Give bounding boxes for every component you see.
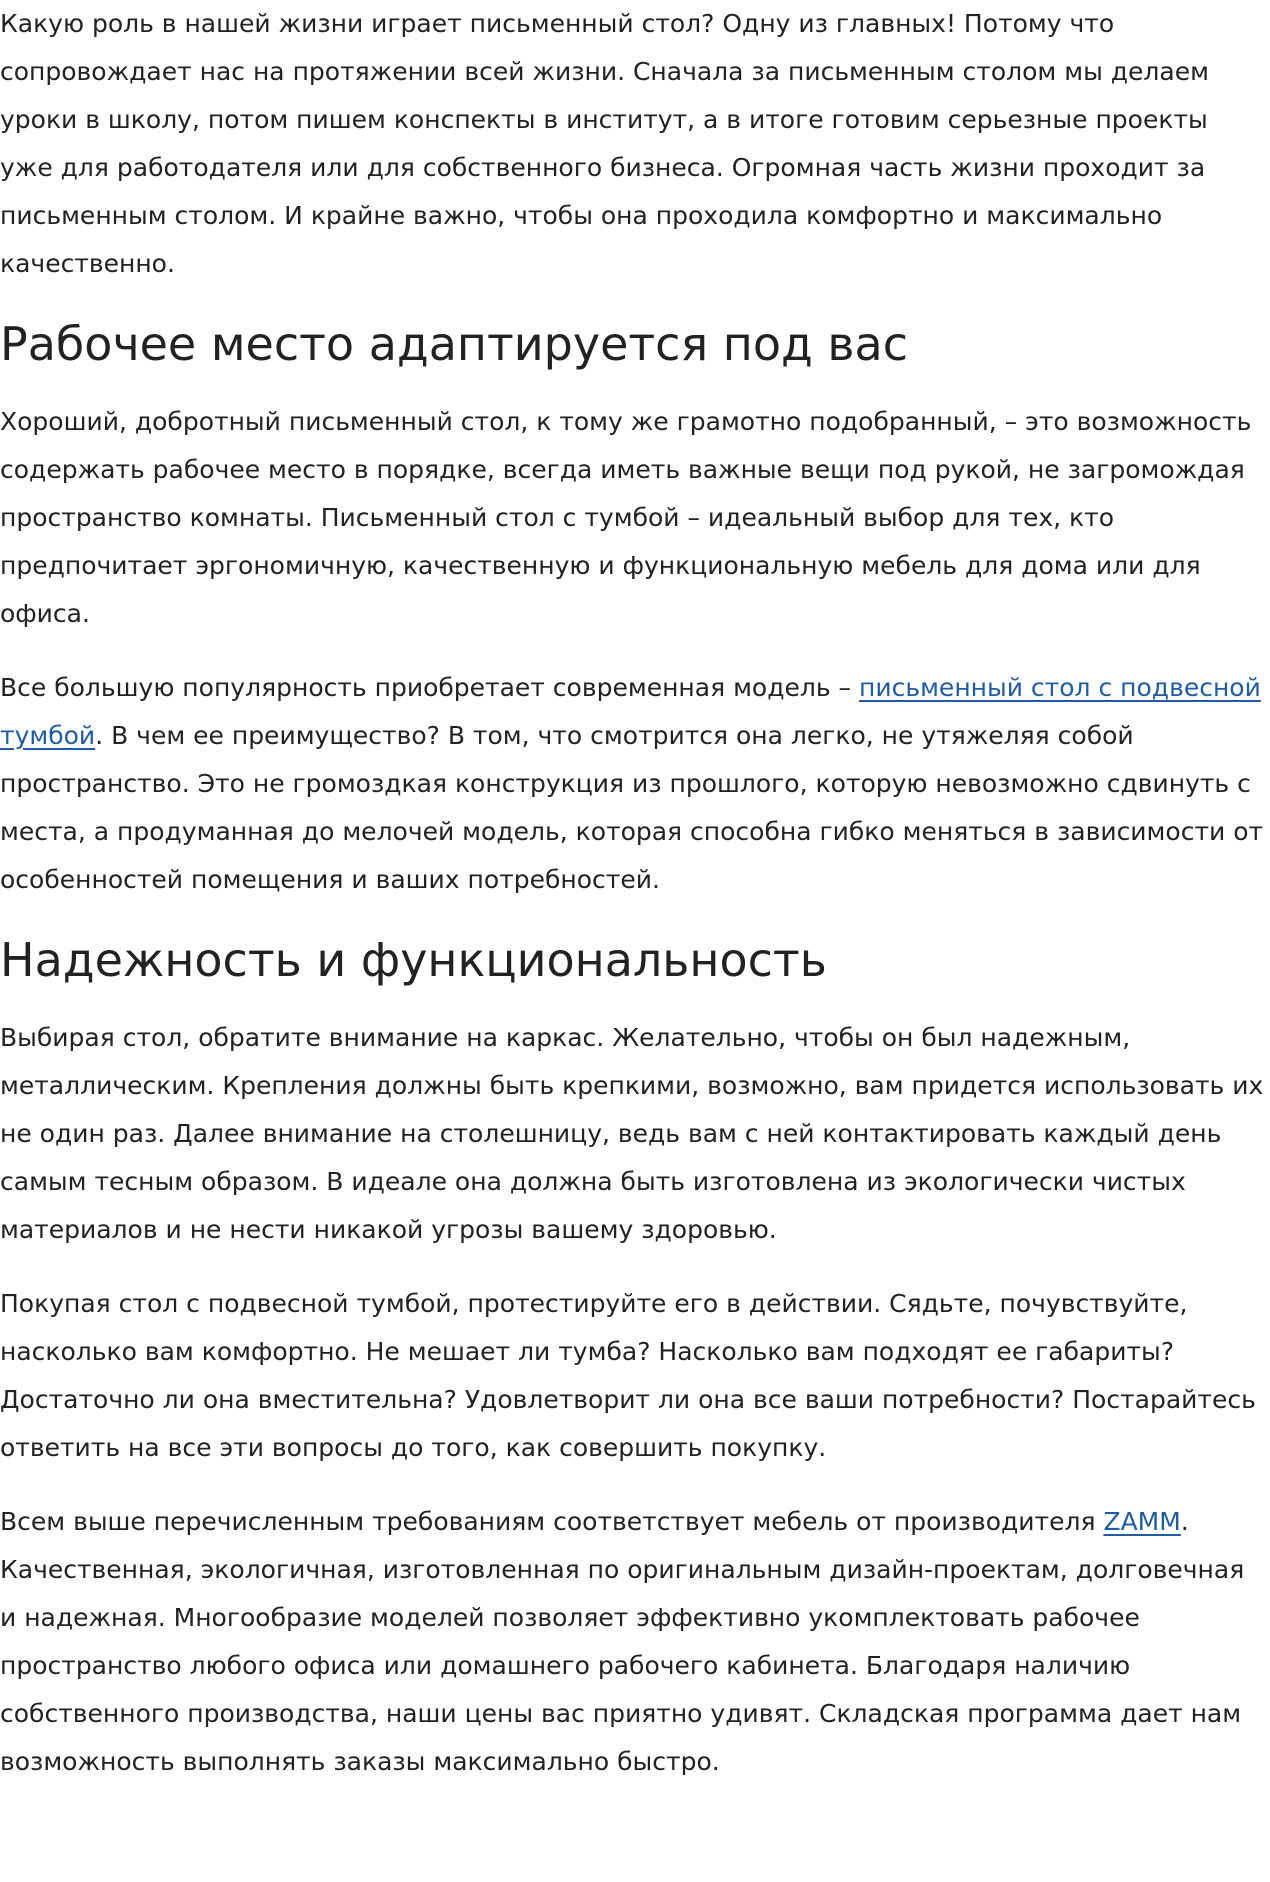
paragraph-text: Все большую популярность приобретает современная модель – — [0, 673, 859, 702]
paragraph-text: . Качественная, экологичная, изготовленная по оригинальным дизайн-проектам, долговечная и надежная. Многообразие моделей позволяет эффективно укомплектовать рабочее пространство любого офиса или домашнего рабочего кабинета. Благодаря наличию собственного производства, наши цены вас приятно удивят. Складская программа дает нам возможность выполнять заказы максимально быстро. — [0, 1507, 1245, 1776]
reliability-paragraph-3 — [0, 1498, 1267, 1786]
workplace-paragraph-1: Хороший, добротный письменный стол, к тому же грамотно подобранный, – это возможность содержать рабочее место в порядке, всегда иметь важные вещи под рукой, не загромождая пространство комнаты. Письменный стол с тумбой – идеальный выбор для тех, кто предпочитает эргономичную, качественную и функциональную мебель для дома или для офиса. — [0, 407, 1252, 628]
hanging-pedestal-desk-link[interactable]: письменный стол с подвесной тумбой — [0, 673, 1261, 750]
section-heading-workplace: Рабочее место адаптируется под вас — [0, 317, 908, 371]
section-heading-reliability: Надежность и функциональность — [0, 933, 827, 987]
paragraph-text: . В чем ее преимущество? В том, что смотрится она легко, не утяжеляя собой пространство. Это не громоздкая конструкция из прошлого, которую невозможно сдвинуть с места, а продуманная до мелочей модель, которая способна гибко меняться в зависимости от особенностей помещения и ваших потребностей. — [0, 721, 1264, 894]
reliability-paragraph-1: Выбирая стол, обратите внимание на каркас. Желательно, чтобы он был надежным, металлическим. Крепления должны быть крепкими, возможно, вам придется использовать их не один раз. Далее внимание на столешницу, ведь вам с ней контактировать каждый день самым тесным образом. В идеале она должна быть изготовлена из экологически чистых материалов и не нести никакой угрозы вашему здоровью. — [0, 1023, 1264, 1244]
zamm-link[interactable]: ZAMM — [1103, 1507, 1181, 1536]
paragraph-text: Всем выше перечисленным требованиям соответствует мебель от производителя — [0, 1507, 1104, 1536]
reliability-paragraph-2: Покупая стол с подвесной тумбой, протестируйте его в действии. Сядьте, почувствуйте, насколько вам комфортно. Не мешает ли тумба? Насколько вам подходят ее габариты? Достаточно ли она вместительна? Удовлетворит ли она все ваши потребности? Постарайтесь ответить на все эти вопросы до того, как совершить покупку. — [0, 1289, 1256, 1462]
intro-paragraph: Какую роль в нашей жизни играет письменный стол? Одну из главных! Потому что сопровождает нас на протяжении всей жизни. Сначала за письменным столом мы делаем уроки в школу, потом пишем конспекты в институт, а в итоге готовим серьезные проекты уже для работодателя или для собственного бизнеса. Огромная часть жизни проходит за письменным столом. И крайне важно, чтобы она проходила комфортно и максимально качественно. — [0, 9, 1209, 278]
workplace-paragraph-2 — [0, 664, 1267, 904]
